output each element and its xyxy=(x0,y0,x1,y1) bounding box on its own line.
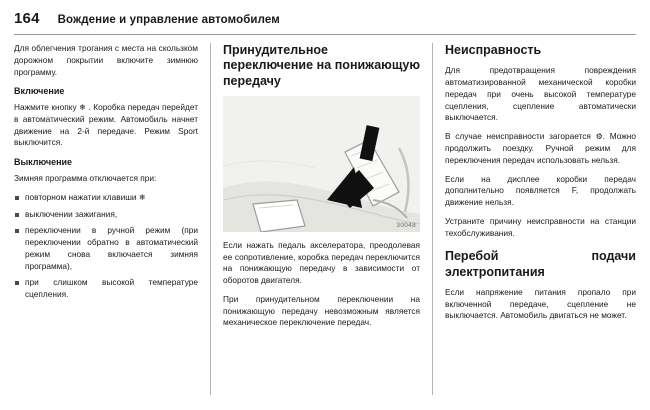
switch-off-conditions-list xyxy=(14,192,198,301)
list-item-label: повторном нажатии клавиши xyxy=(25,191,139,202)
page-columns xyxy=(14,43,636,395)
column-right xyxy=(432,43,636,395)
heading-switch-off: Выключение xyxy=(14,157,73,168)
kickdown-paragraph-2: При принудительном переключении на понижающую передачу невозможным является механическое переключение передач. xyxy=(223,293,420,328)
fault-paragraph-1: Для предотвращения повреждения автоматизированной механической коробки передач при очень высокой температуре сцепления, сцепление автоматически выключается. xyxy=(445,65,636,123)
switch-on-text-1: Нажмите кнопку xyxy=(14,102,77,113)
switch-on-paragraph xyxy=(14,102,198,149)
switch-on-text-2: . Коробка передач перейдет в автоматический режим. Автомобиль начнет движение на 2-й передаче. Режим Sport выключится. xyxy=(14,102,198,148)
fault-paragraph-4: Устраните причину неисправности на станции техобслуживания. xyxy=(445,215,636,238)
snowflake-icon: ❄ xyxy=(138,192,146,202)
fault-text-1: В случае неисправности загорается xyxy=(445,131,596,142)
heading-power-failure: Перебой подачи электропитания xyxy=(445,249,636,279)
intro-paragraph: Для облегчения трогания с места на скользком дорожном покрытии включите зимнюю программу. xyxy=(14,43,198,77)
power-failure-paragraph: Если напряжение питания пропало при включенной передаче, сцепление не выключается. Автомобиль двигаться не может. xyxy=(445,286,636,321)
list-item: переключении в ручной режим (при переключении обратно в автоматический режим снова включается зимняя программа), xyxy=(14,225,198,272)
heading-switch-on: Включение xyxy=(14,86,65,97)
column-middle xyxy=(210,43,432,395)
column-left xyxy=(14,43,210,395)
list-item: при слишком высокой температуре сцепления. xyxy=(14,277,198,301)
switch-off-intro: Зимняя программа отключается при: xyxy=(14,173,157,183)
list-item: выключении зажигания, xyxy=(14,209,198,221)
pedal-diagram-svg xyxy=(223,96,420,232)
fault-paragraph-3: Если на дисплее коробки передач дополнительно появляется F, продолжать движение нельзя. xyxy=(445,173,636,208)
kickdown-paragraph-1: Если нажать педаль акселератора, преодолевая ее сопротивление, коробка передач переключится на понижающую передачу в зависимости от оборотов двигателя. xyxy=(223,239,420,286)
page-title: Вождение и управление автомобилем xyxy=(57,14,280,26)
figure-code: 30048 xyxy=(396,221,416,229)
list-item xyxy=(14,192,198,204)
page-number: 164 xyxy=(14,10,40,27)
heading-kickdown: Принудительное переключение на понижающую передачу xyxy=(223,43,420,88)
snowflake-icon: ❄ xyxy=(76,103,89,113)
header-divider xyxy=(14,34,636,35)
gear-warning-icon: ⚙ xyxy=(595,132,603,142)
page-header xyxy=(14,10,636,34)
fault-text-2: . Можно продолжить поездку. Ручной режим для переключения передач использовать нельзя. xyxy=(445,131,636,165)
fault-paragraph-2 xyxy=(445,131,636,166)
heading-fault: Неисправность xyxy=(445,43,542,57)
kickdown-illustration xyxy=(223,96,420,232)
